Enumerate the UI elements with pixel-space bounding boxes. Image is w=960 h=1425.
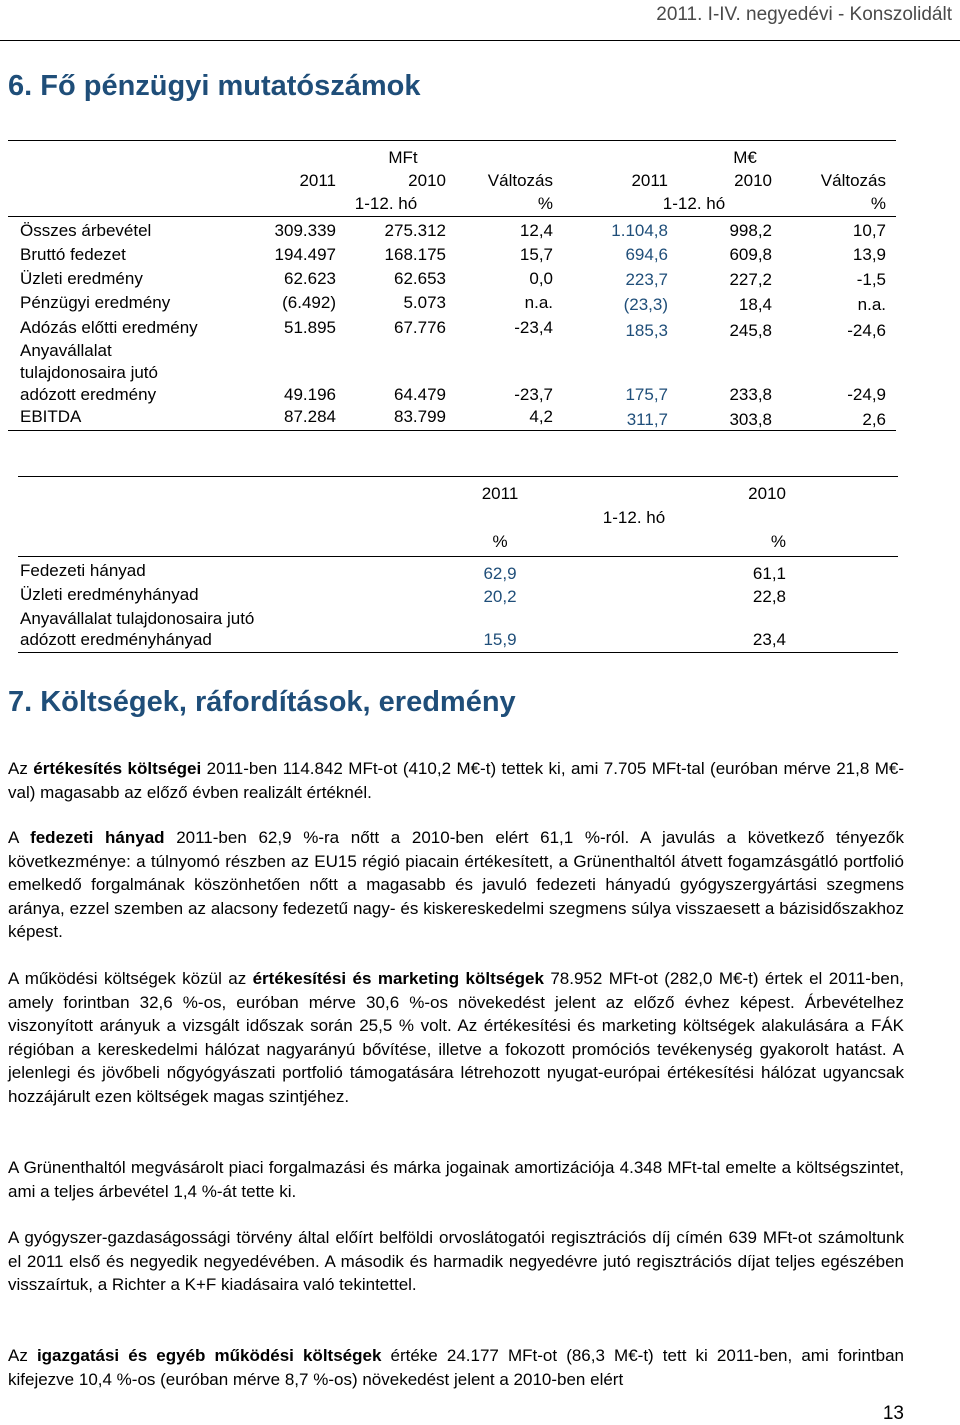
paragraph-registration-fee: A gyógyszer-gazdaságossági törvény által előírt belföldi orvoslátogatói regisztrációs díj címén 639 MFt-ot számoltunk el 2011 első és negyedik negyedévében. A második és harmadik negyedévre jutó regisztrációs díjat teljes egészében visszaírtuk, a Richter a K+F kiadásaira való tekintettel. — [8, 1228, 904, 1294]
cell-change-mft: 0,0 — [529, 269, 553, 288]
table2-header-rule — [18, 556, 898, 557]
cell-2011-meur: 311,7 — [626, 410, 668, 429]
bold-term: igazgatási és egyéb működési költségek — [36, 1346, 382, 1365]
text: 78.952 MFt-ot (282,0 M€-t) értek el 2011-ben, amely forintban 32,6 %-os, euróban mérve 30,6 %-os növekedést jelent az előző évhez képest. Árbevételhez viszonyított arányuk a vizsgált időszak során 25,5 % volt. Az értékesítési és marketing költségek alakulására a FÁK régióban a kereskedelmi hálózat nagyarányú bővítése, illetve a fokozott promóciós tevékenység gyakorolt hatást. A jelenlegi és jövőbeli nőgyógyászati portfolió támogatására létrehozott nyugat-európai értékesítési hálózat ugyancsak hozzájárult ezen költségek magas szintjéhez. — [8, 969, 904, 1106]
cell-change-meur: -1,5 — [856, 270, 886, 289]
period-label-mft: 1-12. hó — [354, 194, 418, 213]
table2-top-rule — [18, 476, 898, 477]
cell-2010-mft: 5.073 — [403, 293, 446, 312]
cell-2010-mft: 168.175 — [384, 245, 446, 264]
row-label: Üzleti eredményhányad — [20, 585, 199, 604]
cell-2011: 62,9 — [483, 564, 517, 583]
cell-change-meur: 10,7 — [852, 221, 886, 240]
cell-change-meur: 13,9 — [852, 245, 886, 264]
cell-2011-meur: (23,3) — [623, 295, 668, 314]
cell-change-mft: 4,2 — [529, 407, 553, 426]
col-header-change-meur: Változás — [820, 171, 886, 190]
cell-2010-meur: 18,4 — [738, 295, 772, 314]
cell-change-mft: 15,7 — [519, 245, 553, 264]
cell-2010: 61,1 — [752, 564, 786, 583]
text: Az — [8, 1346, 37, 1365]
paragraph-marketing-costs — [8, 967, 904, 1108]
row-label-line: adózott eredmény — [20, 385, 157, 404]
col-header-2011-mft: 2011 — [299, 171, 336, 190]
row-label: Adózás előtti eredmény — [20, 318, 198, 337]
row-label: Összes árbevétel — [20, 221, 152, 240]
section-6-heading: 6. Fő pénzügyi mutatószámok — [8, 70, 421, 102]
row-label: Üzleti eredmény — [20, 269, 143, 288]
text: értéke 24.177 MFt-ot (86,3 M€-t) tett ki 2011-ben, ami forintban kifejezve 10,4 %-os (euróban mérve 8,7 %-os) növekedést jelent a 2010-ben elért — [8, 1346, 904, 1389]
cell-2011-meur: 1.104,8 — [611, 221, 668, 240]
col-header-2011-meur: 2011 — [631, 171, 668, 190]
cell-2011-meur: 223,7 — [625, 270, 668, 289]
bold-term: értékesítési és marketing költségek — [252, 969, 544, 988]
col-header-2010-mft: 2010 — [408, 171, 446, 190]
paragraph-gross-margin — [8, 826, 904, 944]
paragraph-admin-costs — [8, 1344, 904, 1391]
cell-2010-mft: 83.799 — [394, 407, 446, 426]
pct-label-meur: % — [870, 194, 886, 213]
row-label-line: Anyavállalat tulajdonosaira jutó — [20, 609, 255, 628]
table2-bottom-rule — [18, 652, 898, 653]
row-label-line: adózott eredményhányad — [20, 630, 212, 649]
bold-term: értékesítés költségei — [33, 759, 202, 778]
bold-term: fedezeti hányad — [30, 828, 165, 847]
text: A — [8, 828, 31, 847]
pct-label-2010: % — [770, 532, 786, 551]
paragraph-amortization: A Grünenthaltól megvásárolt piaci forgalmazási és márka jogainak amortizációja 4.348 MFt-tal emelte a költségszintet, ami a teljes árbevétel 1,4 %-át tette ki. — [8, 1158, 904, 1201]
col-header-change-mft: Változás — [487, 171, 553, 190]
section-7-heading: 7. Költségek, ráfordítások, eredmény — [8, 686, 516, 718]
cell-change-meur: -24,9 — [847, 385, 886, 404]
cell-change-meur: 2,6 — [862, 410, 886, 429]
group-header-mft: MFt — [388, 148, 418, 167]
row-label: EBITDA — [20, 407, 82, 426]
cell-2010-mft: 67.776 — [394, 318, 446, 337]
cell-change-meur: n.a. — [857, 295, 886, 314]
text: 2011-ben 114.842 MFt-ot (410,2 M€-t) tettek ki, ami 7.705 MFt-tal (euróban mérve 21,8 M€-val) magasabb az előző évben realizált értéknél. — [8, 759, 904, 802]
cell-2010-mft: 64.479 — [394, 385, 446, 404]
table-header-rule — [8, 216, 896, 217]
paragraph-selling-costs — [8, 757, 904, 804]
text: 2011-ben 62,9 %-ra nőtt a 2010-ben elért 61,1 %-ról. A javulás a következő tényezők következménye: a túlnyomó részben az EU15 régió piacain értékesített, a Grünenthaltól átvett fogamzásgátló portfolió emelkedő forgalmának köszönhetően nőtt a magasabb és javuló fedezeti hányadú gyógyszergyártási szegmens aránya, ezzel szemben az alacsony fedezetű nagy- és kiskereskedelmi szegmens súlya visszaesett a bázisidőszakhoz képest. — [8, 828, 904, 941]
col-header-2010-meur: 2010 — [734, 171, 772, 190]
cell-2011-mft: (6.492) — [282, 293, 336, 312]
cell-2011-meur: 185,3 — [625, 321, 668, 340]
cell-2011-mft: 51.895 — [284, 318, 336, 337]
cell-2011: 15,9 — [483, 630, 517, 649]
table-top-rule — [8, 140, 896, 141]
cell-2010-mft: 275.312 — [384, 221, 446, 240]
cell-2010: 23,4 — [752, 630, 786, 649]
pct-label-2011: % — [492, 532, 508, 551]
cell-2010-meur: 609,8 — [729, 245, 772, 264]
row-label-line: tulajdonosaira jutó — [20, 363, 158, 382]
cell-change-mft: -23,7 — [514, 385, 553, 404]
cell-2011-mft: 62.623 — [284, 269, 336, 288]
cell-change-mft: -23,4 — [514, 318, 553, 337]
group-header-meur: M€ — [733, 148, 757, 167]
cell-2011-mft: 49.196 — [284, 385, 336, 404]
document-header: 2011. I-IV. negyedévi - Konszolidált — [656, 4, 952, 25]
cell-2010-meur: 233,8 — [729, 385, 772, 404]
cell-2011-mft: 309.339 — [274, 221, 336, 240]
page-number: 13 — [882, 1403, 904, 1424]
text: Az — [8, 759, 34, 778]
col-header-2011: 2011 — [481, 484, 519, 503]
cell-2011-meur: 175,7 — [625, 385, 668, 404]
row-label-line: Anyavállalat — [20, 341, 112, 360]
cell-2010-meur: 227,2 — [729, 270, 772, 289]
cell-2011-mft: 87.284 — [284, 407, 336, 426]
cell-2010: 22,8 — [752, 587, 786, 606]
cell-change-mft: n.a. — [524, 293, 553, 312]
cell-2010-meur: 998,2 — [729, 221, 772, 240]
cell-2011: 20,2 — [483, 587, 517, 606]
row-label: Bruttó fedezet — [20, 245, 126, 264]
cell-2011-meur: 694,6 — [625, 245, 668, 264]
cell-change-meur: -24,6 — [847, 321, 886, 340]
period-label: 1-12. hó — [602, 508, 666, 527]
row-label: Pénzügyi eredmény — [20, 293, 171, 312]
table-bottom-rule — [8, 430, 896, 431]
col-header-2010: 2010 — [748, 484, 786, 503]
text: A működési költségek közül az — [8, 969, 253, 988]
cell-2010-mft: 62.653 — [394, 269, 446, 288]
cell-change-mft: 12,4 — [519, 221, 553, 240]
period-label-meur: 1-12. hó — [662, 194, 726, 213]
pct-label-mft: % — [537, 194, 553, 213]
cell-2011-mft: 194.497 — [274, 245, 336, 264]
header-rule — [0, 40, 960, 41]
row-label: Fedezeti hányad — [20, 561, 146, 580]
cell-2010-meur: 245,8 — [729, 321, 772, 340]
cell-2010-meur: 303,8 — [729, 410, 772, 429]
